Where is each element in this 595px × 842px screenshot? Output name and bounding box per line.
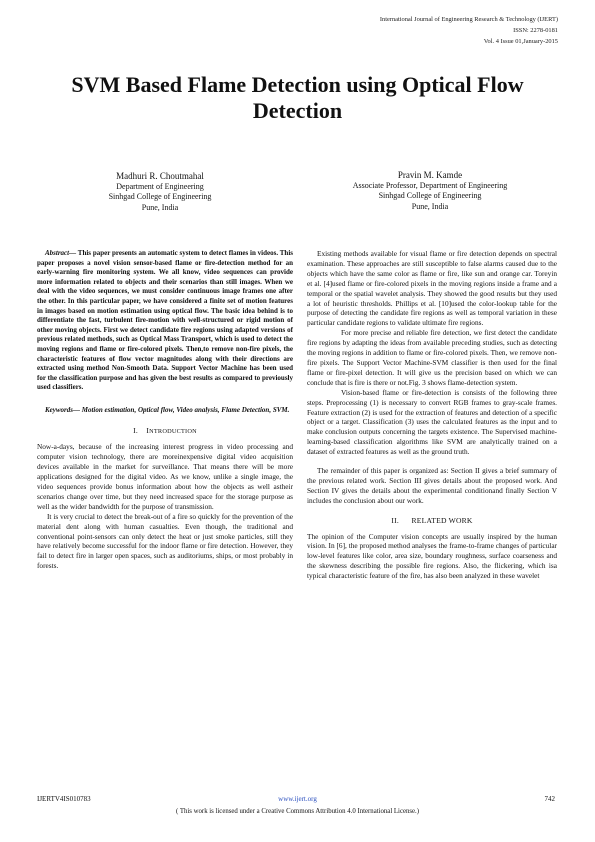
footer-website-link[interactable]: www.ijert.org	[278, 795, 317, 803]
journal-header	[258, 14, 558, 47]
right-column	[307, 249, 557, 581]
author-dept: Associate Professor, Department of Engineering	[352, 180, 508, 190]
footer-license: ( This work is licensed under a Creative Commons Attribution 4.0 International License.)	[176, 808, 419, 815]
author-name: Madhuri R. Choutmahal	[116, 171, 204, 181]
section-heading-introduction: I. INTRODUCTION	[133, 425, 197, 435]
keywords: Keywords— Motion estimation, Optical flow, Video analysis, Flame Detection, SVM.	[45, 405, 290, 414]
author-college: Sinhgad College of Engineering	[378, 191, 482, 200]
abstract-text: This paper presents an automatic system to detect flames in videos. This paper proposes a novel vision sensor-based flame or fire-detection method for an early-warning fire monitoring system. We all know, video sequences can provide more information related to objects and their scenarios than still images. When we deal with the video sequences, we must consider continuous image frames one after the other. In this particular paper, we have considered a finite set of motion features in images based on motion estimation using optical flow. The basic idea behind is to differentiate the fast, turbulent fire-motion with well-structured or rigid motion of other moving objects. First we detect candidate fire regions using adapted versions of previous related methods, such as Optical Mass Transport, which is used to detect the moving regions and flame or fire-colored pixels. Then,to remove non-fire pixels, the characteristic features of flow vector magnitudes along with their directions are extracted using method Non-Smooth Data. Support Vector Machine has been used for the classification purpose and has given the best results as compared to previously used classifiers.	[37, 249, 293, 392]
body-paragraph-3: Vision-based flame or fire-detection is consists of the following three steps. Preprocessing (1) is necessary to convert RGB frames to gray-scale frames. Feature extraction (2) is used for the extraction of features and detection of a specific object or a target. Classification (3) uses the calculated features as the input and to make conclusion outputs concerning the targets existence. The Supervised machine-learning-based classification algorithms like SVM are analytically trained on a dataset of extracted features as well as the ground truth.	[307, 387, 557, 457]
author-location: Pune, India	[411, 201, 449, 211]
author-block-1	[60, 171, 260, 213]
abstract	[37, 249, 293, 393]
author-location: Pune, India	[141, 202, 179, 212]
author-name: Pravin M. Kamde	[397, 170, 463, 180]
journal-issn: ISSN: 2278-0181	[513, 27, 558, 34]
body-paragraph-1: Existing methods available for visual flame or fire detection depends on spectral examination. These approaches are still susceptible to false alarms caused due to the objects which have the same color as flame or fire, like sun and orange car. Toreyin et al. [4]used flame or fire-colored pixels in the moving regions inside a frame and a temporal or the spatial wavelet analysis. They showed the good results but they used a lot of heuristic thresholds. Phillips et al. [10]used the color-lookup table for the purpose of detecting the candidate fire regions as well as temporal variation in these particular candidate regions to validate ultimate fire regions.	[307, 249, 557, 328]
body-paragraph-4: The remainder of this paper is organized as: Section II gives a brief summary of the previous related work. Section III gives details about the proposed work. And Section IV gives the details about the experimental conditionand finally Section V includes the conclusion about our work.	[307, 466, 557, 505]
footer-paper-id: IJERTV4IS010783	[37, 795, 91, 803]
footer-page-number: 742	[544, 795, 555, 803]
left-column	[37, 249, 293, 571]
section-heading-related-work: II. RELATED WORK	[391, 515, 473, 525]
author-dept: Department of Engineering	[116, 181, 204, 191]
body-paragraph-2: For more precise and reliable fire detection, we first detect the candidate fire regions by adapting the ideas from available preceding studies, such as detecting the moving regions in addition to flame or fire-colored pixels. Then, we remove non-fire pixels. The Support Vector Machine-SVM classifier is then used for the final flame or fire-pixel detection. It will give us the precision based on which we can conclude that is fire is there or not.Fig. 3 shows flame-detection system.	[307, 328, 557, 387]
intro-paragraph-1: Now-a-days, because of the increasing interest progress in video processing and computer vision technology, there are moreinexpensive digital video acquisition devices available in the market for surveillance. That means there will be more applications designed for the digital video. As we know, unlike a single image, the video sequences provide bonus information about how the objects as well astheir scenarios change over time, but they need increased space for the storage purpose as well as the wider bandwidth for the purpose of transmission.	[37, 442, 293, 511]
author-college: Sinhgad College of Engineering	[108, 192, 212, 201]
journal-name: International Journal of Engineering Research & Technology (IJERT)	[379, 16, 558, 23]
intro-paragraph-2: It is very crucial to detect the break-out of a fire so quickly for the prevention of the material dent along with human casualties. Even though, the traditional and conventional point-sensors can only detect the heat or just smoke particles, still they have relatively become successful for the indoor flame or fire detection. However, they fail to detect fire in larger open spaces, such as auditoriums, ships, or most probably in forests.	[37, 511, 293, 571]
journal-volume: Vol. 4 Issue 01,January-2015	[483, 38, 558, 45]
author-block-2	[320, 170, 540, 212]
abstract-lead: Abstract—	[45, 249, 77, 257]
paper-title: SVM Based Flame Detection using Optical Flow Detection	[71, 72, 524, 123]
body-paragraph-5: The opinion of the Computer vision concepts are usually inspired by the human vision. In [6], the proposed method analyses the frame-to-frame changes of particular low-level features like color, area size, boundary roughness, surface coarseness and the skewness describing the possible fire regions. Also, the flickering, which isa typical characteristic feature of the fire, has also been analyzed in these wavelet	[307, 531, 557, 581]
